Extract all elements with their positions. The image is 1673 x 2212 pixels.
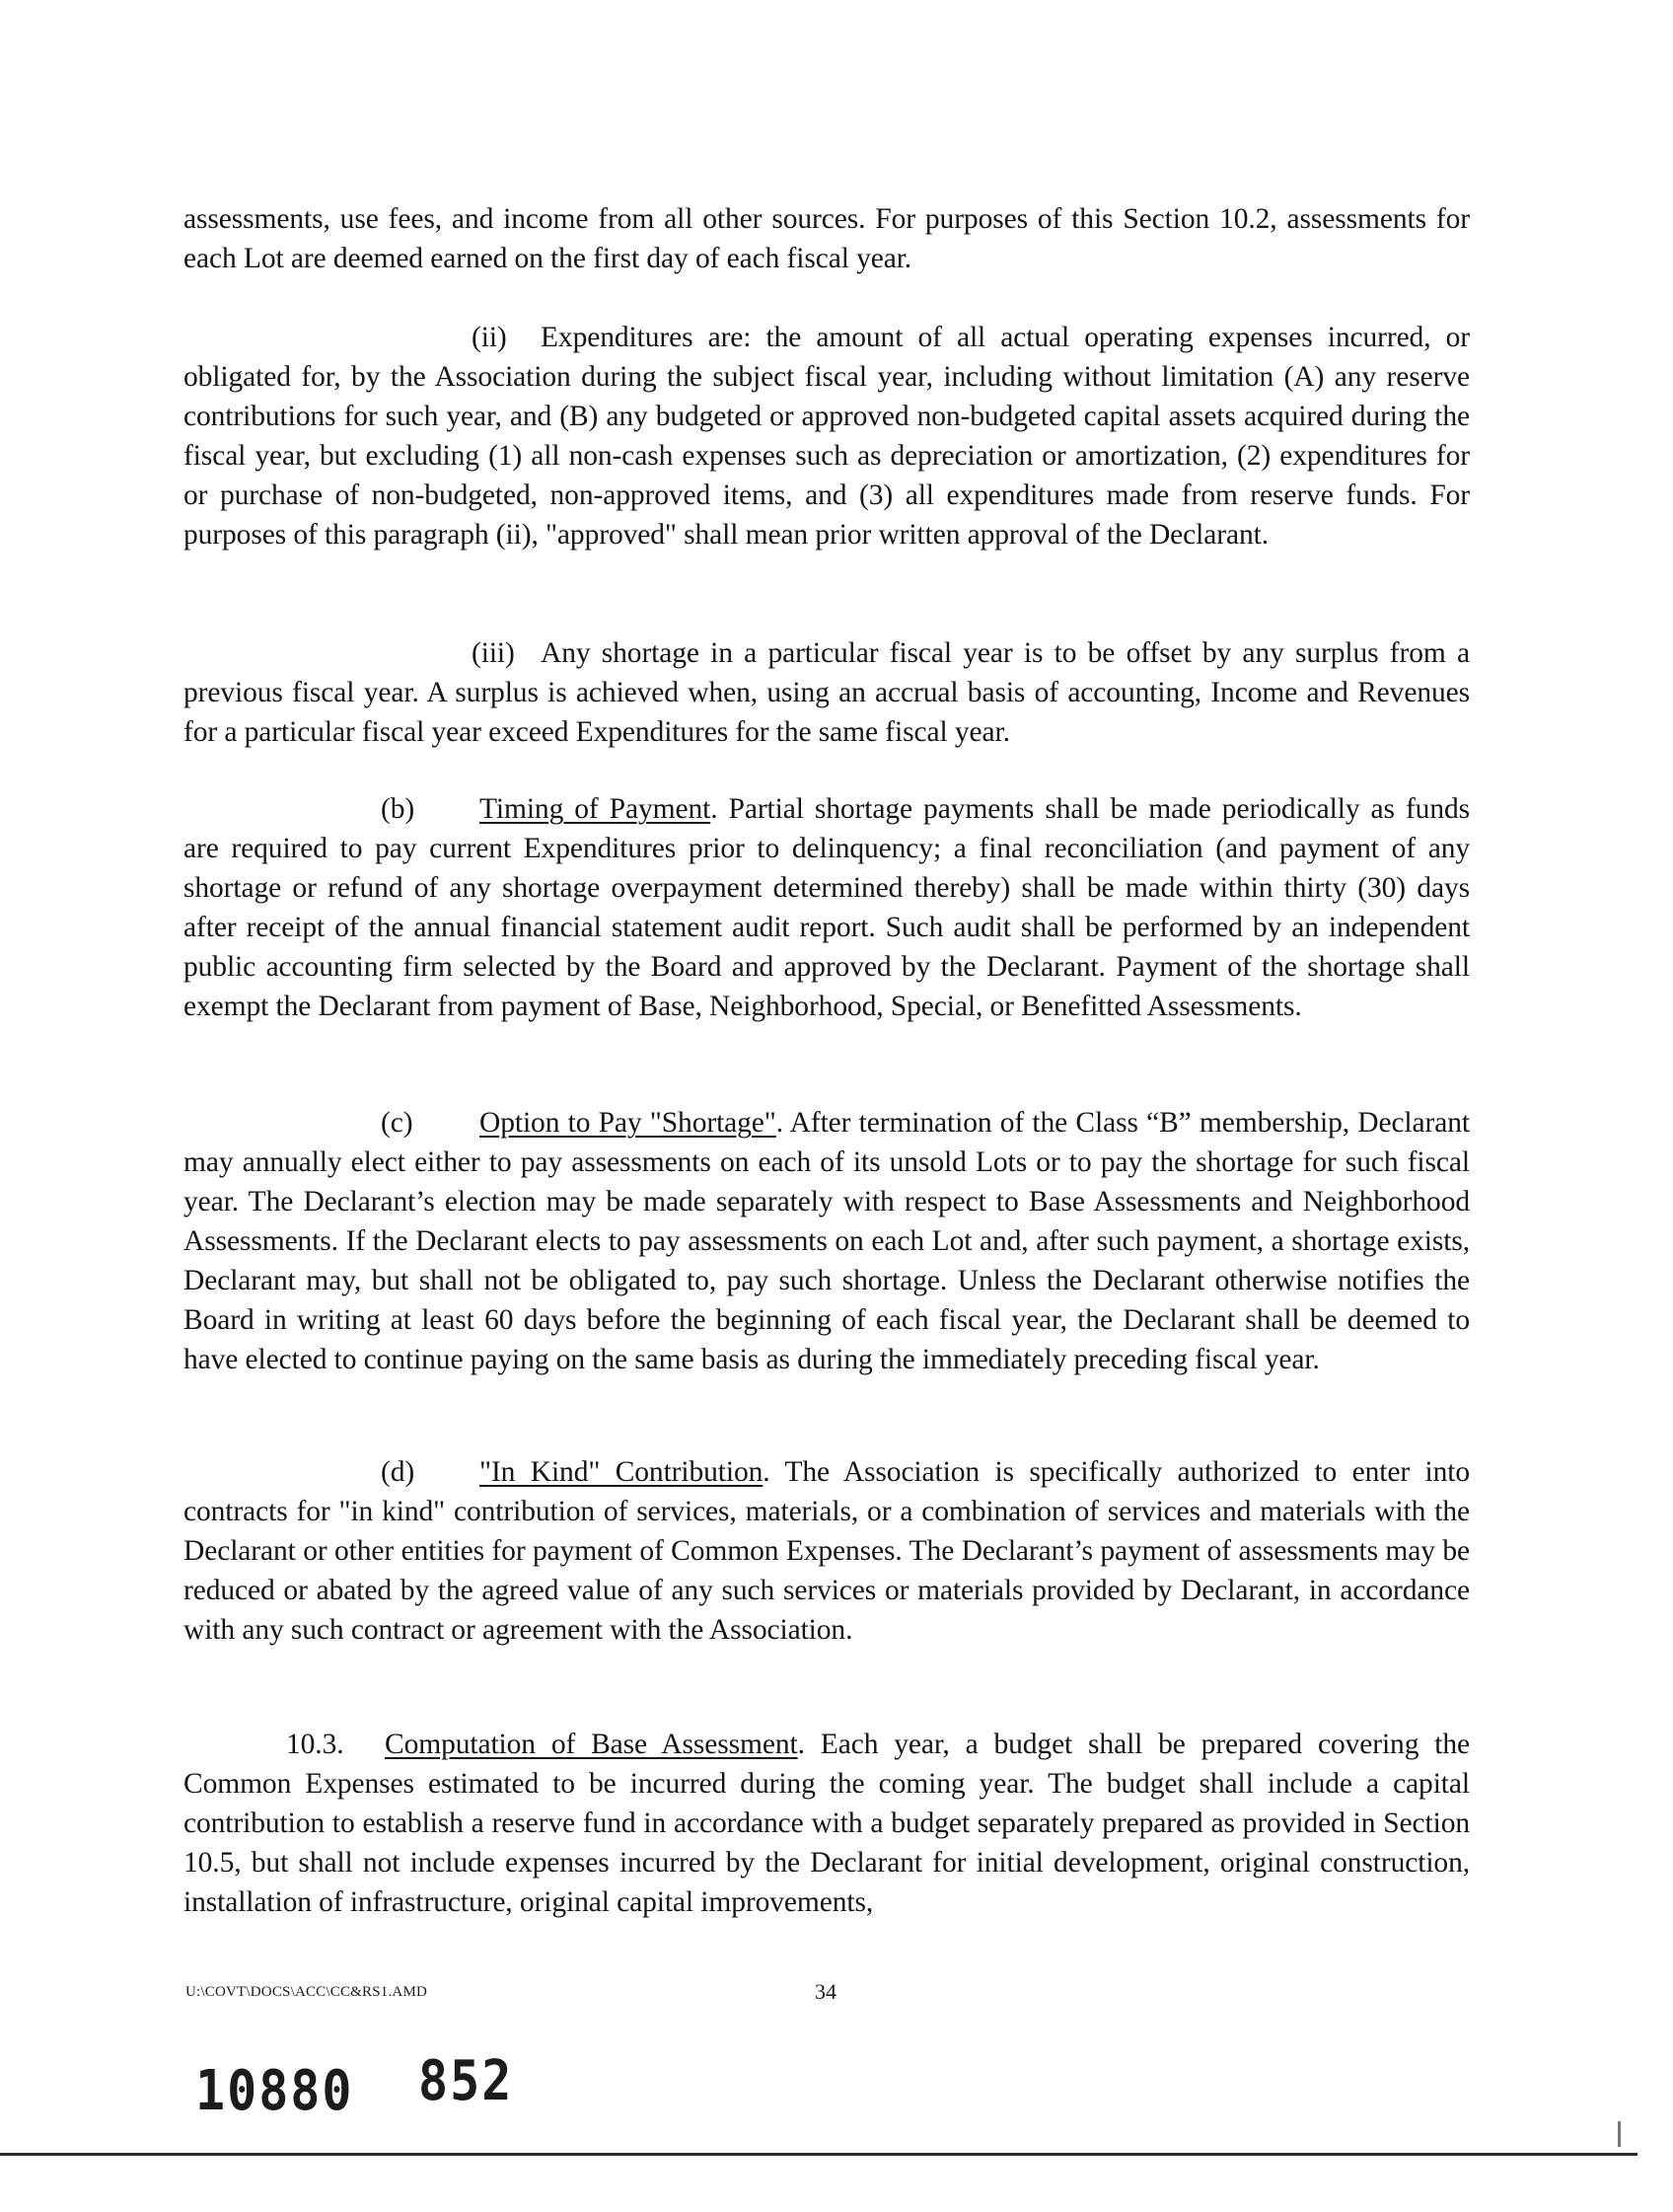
paragraph-ii-label: (ii) [472, 322, 507, 353]
paragraph-iii [183, 633, 1470, 752]
recording-stamp-book: 10880 [195, 2058, 354, 2123]
paragraph-continuation-text: assessments, use fees, and income from all other sources. For purposes of this Section 10.2, assessments for each Lot are deemed earned on the first day of each fiscal year. [183, 203, 1470, 274]
paragraph-d-text: . The Association is specifically authorized to enter into contracts for "in kind" contribution of services, materials, or a combination of services and materials with the Declarant or other entities for payment of Common Expenses. The Declarant’s payment of assessments may be reduced or abated by the agreed value of any such services or materials provided by Declarant, in accordance with any such contract or agreement with the Association. [183, 1456, 1470, 1646]
paragraph-b-label: (b) [381, 793, 415, 825]
paragraph-ii-text: Expenditures are: the amount of all actual operating expenses incurred, or obligated for, by the Association during the subject fiscal year, including without limitation (A) any reserve contributions for such year, and (B) any budgeted or approved non-budgeted capital assets acquired during the fiscal year, but excluding (1) all non-cash expenses such as depreciation or amortization, (2) expenditures for or purchase of non-budgeted, non-approved items, and (3) all expenditures made from reserve funds. For purposes of this paragraph (ii), "approved" shall mean prior written approval of the Declarant. [183, 322, 1470, 551]
section-10-3-heading: Computation of Base Assessment [385, 1729, 798, 1760]
section-10-3-text: . Each year, a budget shall be prepared covering the Common Expenses estimated to be incurred during the coming year. The budget shall include a capital contribution to establish a reserve fund in accordance with a budget separately prepared as provided in Section 10.5, but shall not include expenses incurred by the Declarant for initial development, original construction, installation of infrastructure, original capital improvements, [183, 1729, 1470, 1918]
paragraph-iii-label: (iii) [472, 637, 515, 669]
paragraph-c-text: . After termination of the Class “B” membership, Declarant may annually elect either to pay assessments on each of its unsold Lots or to pay the shortage for such fiscal year. The Declarant’s election may be made separately with respect to Base Assessments and Neighborhood Assessments. If the Declarant elects to pay assessments on each Lot and, after such payment, a shortage exists, Declarant may, but shall not be obligated to, pay such shortage. Unless the Declarant otherwise notifies the Board in writing at least 60 days before the beginning of each fiscal year, the Declarant shall be deemed to have elected to continue paying on the same basis as during the immediately preceding fiscal year. [183, 1107, 1470, 1375]
section-10-3 [183, 1725, 1470, 1922]
footer-file-path: U:\COVT\DOCS\ACC\CC&RS1.AMD [185, 1984, 428, 2000]
paragraph-iii-text: Any shortage in a particular fiscal year is to be offset by any surplus from a previous fiscal year. A surplus is achieved when, using an accrual basis of accounting, Income and Revenues for a particular fiscal year exceed Expenditures for the same fiscal year. [183, 637, 1470, 748]
paragraph-d-label: (d) [381, 1456, 415, 1488]
paragraph-c-label: (c) [381, 1107, 413, 1139]
recording-stamp-page: 852 [418, 2048, 514, 2113]
paragraph-d-heading: "In Kind" Contribution [479, 1456, 764, 1488]
paragraph-b [183, 789, 1470, 1026]
paragraph-c [183, 1103, 1470, 1379]
bottom-rule [0, 2153, 1637, 2156]
paragraph-c-heading: Option to Pay "Shortage" [479, 1107, 776, 1139]
paragraph-d [183, 1452, 1470, 1650]
paragraph-ii [183, 318, 1470, 554]
edge-mark [1618, 2121, 1621, 2147]
paragraph-b-heading: Timing of Payment [479, 793, 711, 825]
paragraph-continuation [183, 199, 1470, 278]
page-number: 34 [815, 1979, 836, 2004]
paragraph-b-text: . Partial shortage payments shall be made periodically as funds are required to pay current Expenditures prior to delinquency; a final reconciliation (and payment of any shortage or refund of any shortage overpayment determined thereby) shall be made within thirty (30) days after receipt of the annual financial statement audit report. Such audit shall be performed by an independent public accounting firm selected by the Board and approved by the Declarant. Payment of the shortage shall exempt the Declarant from payment of Base, Neighborhood, Special, or Benefitted Assessments. [183, 793, 1470, 1022]
section-10-3-label: 10.3. [286, 1729, 344, 1760]
